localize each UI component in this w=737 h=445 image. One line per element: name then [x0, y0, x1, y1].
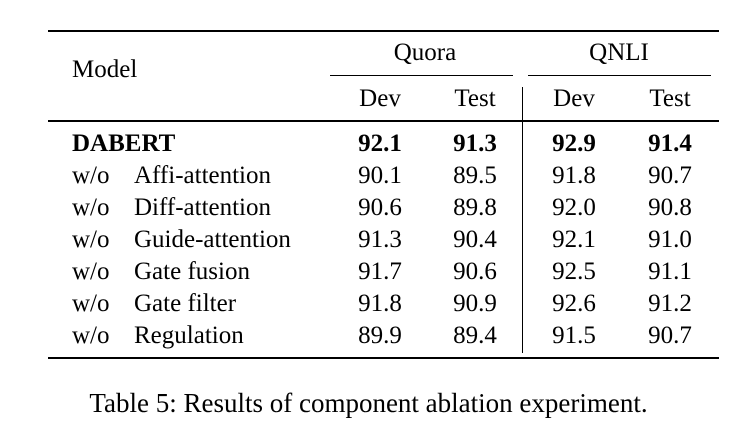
table-caption: Table 5: Results of component ablation experiment. — [89, 388, 648, 418]
ablation-prefix: w/o — [72, 226, 110, 253]
qnli-group-rule — [528, 75, 711, 76]
ablation-prefix: w/o — [72, 194, 110, 221]
qnli-group-header: QNLI — [589, 39, 649, 66]
ablation-component: Gate fusion — [134, 258, 250, 285]
top-rule — [48, 30, 719, 32]
quora-dev-value: 91.8 — [358, 290, 402, 317]
quora-dev-value: 92.1 — [358, 130, 402, 157]
model-name: DABERT — [72, 130, 176, 157]
qnli-dev-value: 92.5 — [552, 258, 596, 285]
quora-dev-value: 89.9 — [358, 322, 402, 349]
ablation-component: Diff-attention — [134, 194, 271, 221]
header-rule — [48, 120, 719, 122]
qnli-test-value: 90.8 — [648, 194, 692, 221]
ablation-prefix: w/o — [72, 258, 110, 285]
quora-test-header: Test — [454, 85, 496, 112]
quora-test-value: 89.4 — [453, 322, 497, 349]
ablation-prefix: w/o — [72, 322, 110, 349]
quora-dev-header: Dev — [359, 85, 401, 112]
quora-dev-value: 91.3 — [358, 226, 402, 253]
qnli-dev-value: 92.0 — [552, 194, 596, 221]
ablation-prefix: w/o — [72, 162, 110, 189]
qnli-dev-value: 92.1 — [552, 226, 596, 253]
qnli-test-value: 90.7 — [648, 162, 692, 189]
qnli-dev-header: Dev — [553, 85, 595, 112]
ablation-prefix: w/o — [72, 290, 110, 317]
quora-test-value: 90.6 — [453, 258, 497, 285]
ablation-component: Affi-attention — [134, 162, 271, 189]
qnli-test-value: 91.4 — [648, 130, 692, 157]
qnli-test-header: Test — [649, 85, 691, 112]
qnli-dev-value: 92.6 — [552, 290, 596, 317]
quora-dev-value: 90.1 — [358, 162, 402, 189]
ablation-component: Regulation — [134, 322, 244, 349]
qnli-test-value: 91.0 — [648, 226, 692, 253]
bottom-rule — [48, 357, 719, 359]
qnli-dev-value: 92.9 — [552, 130, 596, 157]
ablation-component: Guide-attention — [134, 226, 291, 253]
qnli-dev-value: 91.8 — [552, 162, 596, 189]
quora-test-value: 91.3 — [453, 130, 497, 157]
quora-test-value: 89.5 — [453, 162, 497, 189]
quora-test-value: 89.8 — [453, 194, 497, 221]
ablation-component: Gate filter — [134, 290, 237, 317]
model-column-header: Model — [72, 56, 138, 83]
quora-test-value: 90.4 — [453, 226, 497, 253]
qnli-test-value: 91.2 — [648, 290, 692, 317]
quora-test-value: 90.9 — [453, 290, 497, 317]
qnli-test-value: 91.1 — [648, 258, 692, 285]
qnli-test-value: 90.7 — [648, 322, 692, 349]
quora-group-header: Quora — [393, 39, 457, 66]
quora-group-rule — [330, 75, 513, 76]
group-separator — [522, 87, 523, 353]
qnli-dev-value: 91.5 — [552, 322, 596, 349]
quora-dev-value: 90.6 — [358, 194, 402, 221]
quora-dev-value: 91.7 — [358, 258, 402, 285]
